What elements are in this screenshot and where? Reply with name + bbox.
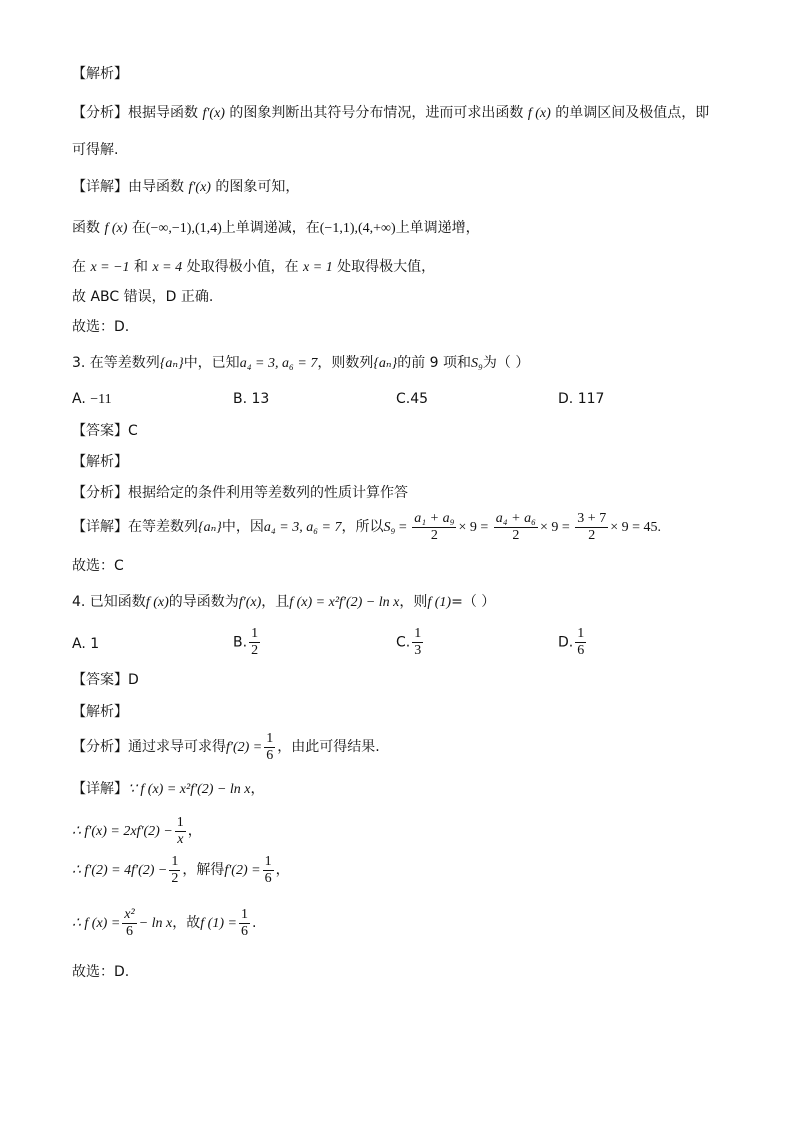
monotonic-text: 在 (131, 220, 146, 236)
q4-analysis-text: 【分析】通过求导可求得 (72, 739, 226, 755)
fraction-numerator: 1 (251, 626, 259, 641)
q4-detail-1 (72, 779, 265, 800)
fraction (264, 731, 275, 764)
detail-label: 【详解】 (72, 519, 128, 535)
math-condition: a₄ = 3, a₆ = 7 (263, 520, 342, 535)
q3-option-c (396, 391, 428, 407)
fraction (249, 626, 260, 659)
q4-answer: 【答案】D (72, 672, 139, 688)
fraction-numerator: 1 (171, 853, 179, 869)
q3-detail-text: ，所以 (341, 519, 384, 535)
q4-stem-text: 4. 已知函数 (72, 594, 146, 610)
q4-stem (72, 592, 495, 613)
conclusion-line: 故 ABC 错误，D 正确. (72, 289, 214, 305)
q4-detail-text: ，故 (172, 915, 201, 931)
q4-analysis-text: ，由此可得结果. (277, 739, 380, 755)
fraction (122, 907, 136, 940)
fraction (169, 854, 180, 887)
math-times: × 9 (458, 520, 477, 535)
fraction (263, 854, 274, 887)
fraction-denominator: 3 (414, 643, 422, 658)
q4-detail-text: ， (187, 823, 202, 839)
math-condition: a₄ = 3, a₆ = 7 (239, 356, 318, 371)
option-value: 13 (251, 391, 270, 407)
q3-option-b (233, 391, 269, 407)
fraction-numerator: 1 (264, 853, 272, 869)
extremum-line (72, 257, 435, 278)
math-f1: f (1) = (200, 916, 237, 931)
q4-detail-text: . (251, 915, 257, 931)
fraction-denominator: x (177, 831, 184, 847)
q3-option-a (72, 391, 112, 408)
q4-detail-text: ，解得 (182, 862, 225, 878)
q3-jiexi: 【解析】 (72, 454, 128, 470)
math-seq-an: {aₙ} (198, 520, 222, 535)
q3-detail-text: 在等差数列 (128, 519, 198, 535)
extremum-text: 处取得极大值， (337, 259, 436, 275)
fraction-numerator: 3 + 7 (577, 510, 607, 526)
fraction-numerator: 1 (266, 730, 274, 746)
math-fprime-x: f′(x) (188, 180, 211, 195)
fraction-denominator: 6 (264, 870, 272, 886)
q4-analysis (72, 730, 380, 765)
detail-label: 【详解】 (72, 781, 128, 797)
math-x-eq: x = 4 (152, 260, 183, 275)
extremum-text: 和 (134, 259, 149, 275)
math-f-x: f (x) (104, 221, 128, 236)
q3-choice: 故选：C (72, 558, 124, 574)
q3-detail-text: 中，因 (221, 519, 264, 535)
option-label: A. (72, 391, 86, 407)
math-derivative: ∴ f′(x) = 2xf′(2) − (72, 824, 173, 839)
fraction-denominator: 2 (430, 527, 438, 543)
increasing-intervals: (−1,1),(4,+∞) (319, 221, 396, 236)
math-x-eq: x = −1 (90, 260, 130, 275)
math-f1: f (1) (427, 595, 452, 610)
math-fprime-x: f′(x) (202, 106, 225, 121)
extremum-text: 处取得极小值，在 (186, 259, 299, 275)
fraction (494, 511, 538, 544)
decreasing-intervals: (−∞,−1),(1,4) (145, 221, 222, 236)
detail-text: 由导函数 (128, 179, 184, 195)
q3-answer: 【答案】C (72, 423, 138, 439)
monotonic-line (72, 218, 480, 239)
q4-detail-text: ， (250, 781, 265, 797)
math-f-result: ∴ f (x) = (72, 916, 121, 931)
fraction (412, 511, 456, 544)
q4-stem-text: ，则 (399, 594, 428, 610)
analysis-line-2: 可得解. (72, 142, 119, 158)
fraction-numerator: x² (124, 906, 135, 922)
math-ln: − ln x (138, 916, 173, 931)
jiexi-heading: 【解析】 (72, 66, 128, 82)
fraction-denominator: 6 (240, 923, 248, 939)
analysis-text: 的图象判断出其符号分布情况，进而可求出函数 (229, 105, 524, 121)
detail-label: 【详解】 (72, 179, 128, 195)
q4-detail-text: ， (275, 862, 290, 878)
q4-detail-2 (72, 814, 202, 849)
math-f-x: f (x) (145, 595, 169, 610)
analysis-label: 【分析】 (72, 105, 128, 121)
math-times: × 9 (539, 520, 559, 535)
q4-option-b (233, 626, 262, 659)
math-result: × 9 = 45 (610, 520, 658, 535)
q4-detail-3 (72, 853, 290, 888)
extremum-text: 在 (72, 259, 86, 275)
math-f-x: f (x) (527, 106, 551, 121)
q4-choice: 故选：D. (72, 964, 130, 980)
math-x-eq: x = 1 (303, 260, 333, 275)
math-s9: S₉ (471, 356, 483, 371)
q3-analysis: 【分析】根据给定的条件利用等差数列的性质计算作答 (72, 485, 408, 501)
fraction-denominator: 6 (126, 923, 133, 939)
math-seq-an: {aₙ} (373, 356, 398, 371)
option-label: D. (558, 391, 574, 407)
fraction-numerator: 1 (414, 626, 422, 641)
fraction-numerator: 1 (577, 626, 585, 641)
q4-option-a: A. 1 (72, 636, 100, 652)
math-seq-an: {aₙ} (159, 356, 184, 371)
q3-stem-text: 的前 9 项和 (397, 355, 472, 371)
q3-option-d (558, 391, 604, 407)
fraction (412, 626, 423, 659)
fraction-numerator: a₁ + a₉ (414, 510, 455, 526)
option-value: −11 (90, 392, 112, 407)
analysis-text: 的单调区间及极值点，即 (555, 105, 710, 121)
fraction-denominator: 2 (171, 870, 179, 886)
monotonic-text: 函数 (72, 220, 100, 236)
choice-line: 故选：D. (72, 319, 130, 335)
q4-stem-text: 的导函数为 (168, 594, 239, 610)
detail-line (72, 177, 299, 198)
q3-stem-text: ，则数列 (317, 355, 374, 371)
fraction-denominator: 6 (577, 643, 585, 658)
q4-stem-text: =（ ） (451, 594, 496, 610)
q4-option-c (396, 626, 425, 659)
q4-stem-text: ，且 (261, 594, 290, 610)
math-fprime-2: f′(2) = (224, 863, 261, 878)
option-label: D. (558, 634, 574, 651)
analysis-line (72, 103, 709, 124)
fraction-denominator: 2 (512, 527, 520, 543)
math-derivative-at-2: ∴ f′(2) = 4f′(2) − (72, 863, 168, 878)
option-value: 117 (577, 391, 605, 407)
q4-jiexi: 【解析】 (72, 704, 128, 720)
q4-detail-4 (72, 905, 256, 942)
fraction-denominator: 6 (266, 747, 274, 763)
math-given: ∵ f (x) = x²f′(2) − ln x (128, 782, 251, 797)
monotonic-text: 上单调递减，在 (221, 220, 320, 236)
fraction-numerator: 1 (176, 814, 184, 830)
fraction-numerator: a₄ + a₆ (495, 510, 536, 526)
fraction (175, 815, 186, 848)
fraction-denominator: 2 (588, 527, 596, 543)
fraction-denominator: 2 (251, 643, 259, 658)
q3-detail: 【详解】在等差数列{aₙ}中，因a₄ = 3, a₆ = 7，所以S₉ = $\frac{\text{a₁ + a₉}}{2}$ × 9 = $\frac{\text{a₄ + a₆}}{2}$ × 9 = $\frac{3 + 7}{2}$ × 9 = 45. (72, 510, 661, 543)
math-fprime-2: f′(2) = (226, 740, 263, 755)
math-function-def: f (x) = x²f′(2) − ln x (289, 595, 400, 610)
q4-option-d (558, 626, 588, 659)
fraction (575, 511, 608, 544)
q3-stem-text: 中，已知 (183, 355, 240, 371)
analysis-text: 根据导函数 (128, 105, 198, 121)
fraction (239, 907, 250, 940)
monotonic-text: 上单调递增， (395, 220, 480, 236)
option-label: C. (396, 391, 411, 407)
option-label: B. (233, 634, 248, 651)
fraction (575, 626, 586, 659)
q3-stem (72, 353, 529, 374)
math-fprime-x: f′(x) (238, 595, 262, 610)
math-s9: S₉ (383, 520, 396, 535)
q3-stem-text: 为（ ） (482, 355, 530, 371)
option-label: C. (396, 634, 411, 651)
fraction-numerator: 1 (240, 906, 248, 922)
detail-text: 的图象可知， (215, 179, 300, 195)
option-label: B. (233, 391, 248, 407)
option-value: 45 (410, 391, 429, 407)
q3-stem-text: 3. 在等差数列 (72, 355, 160, 371)
